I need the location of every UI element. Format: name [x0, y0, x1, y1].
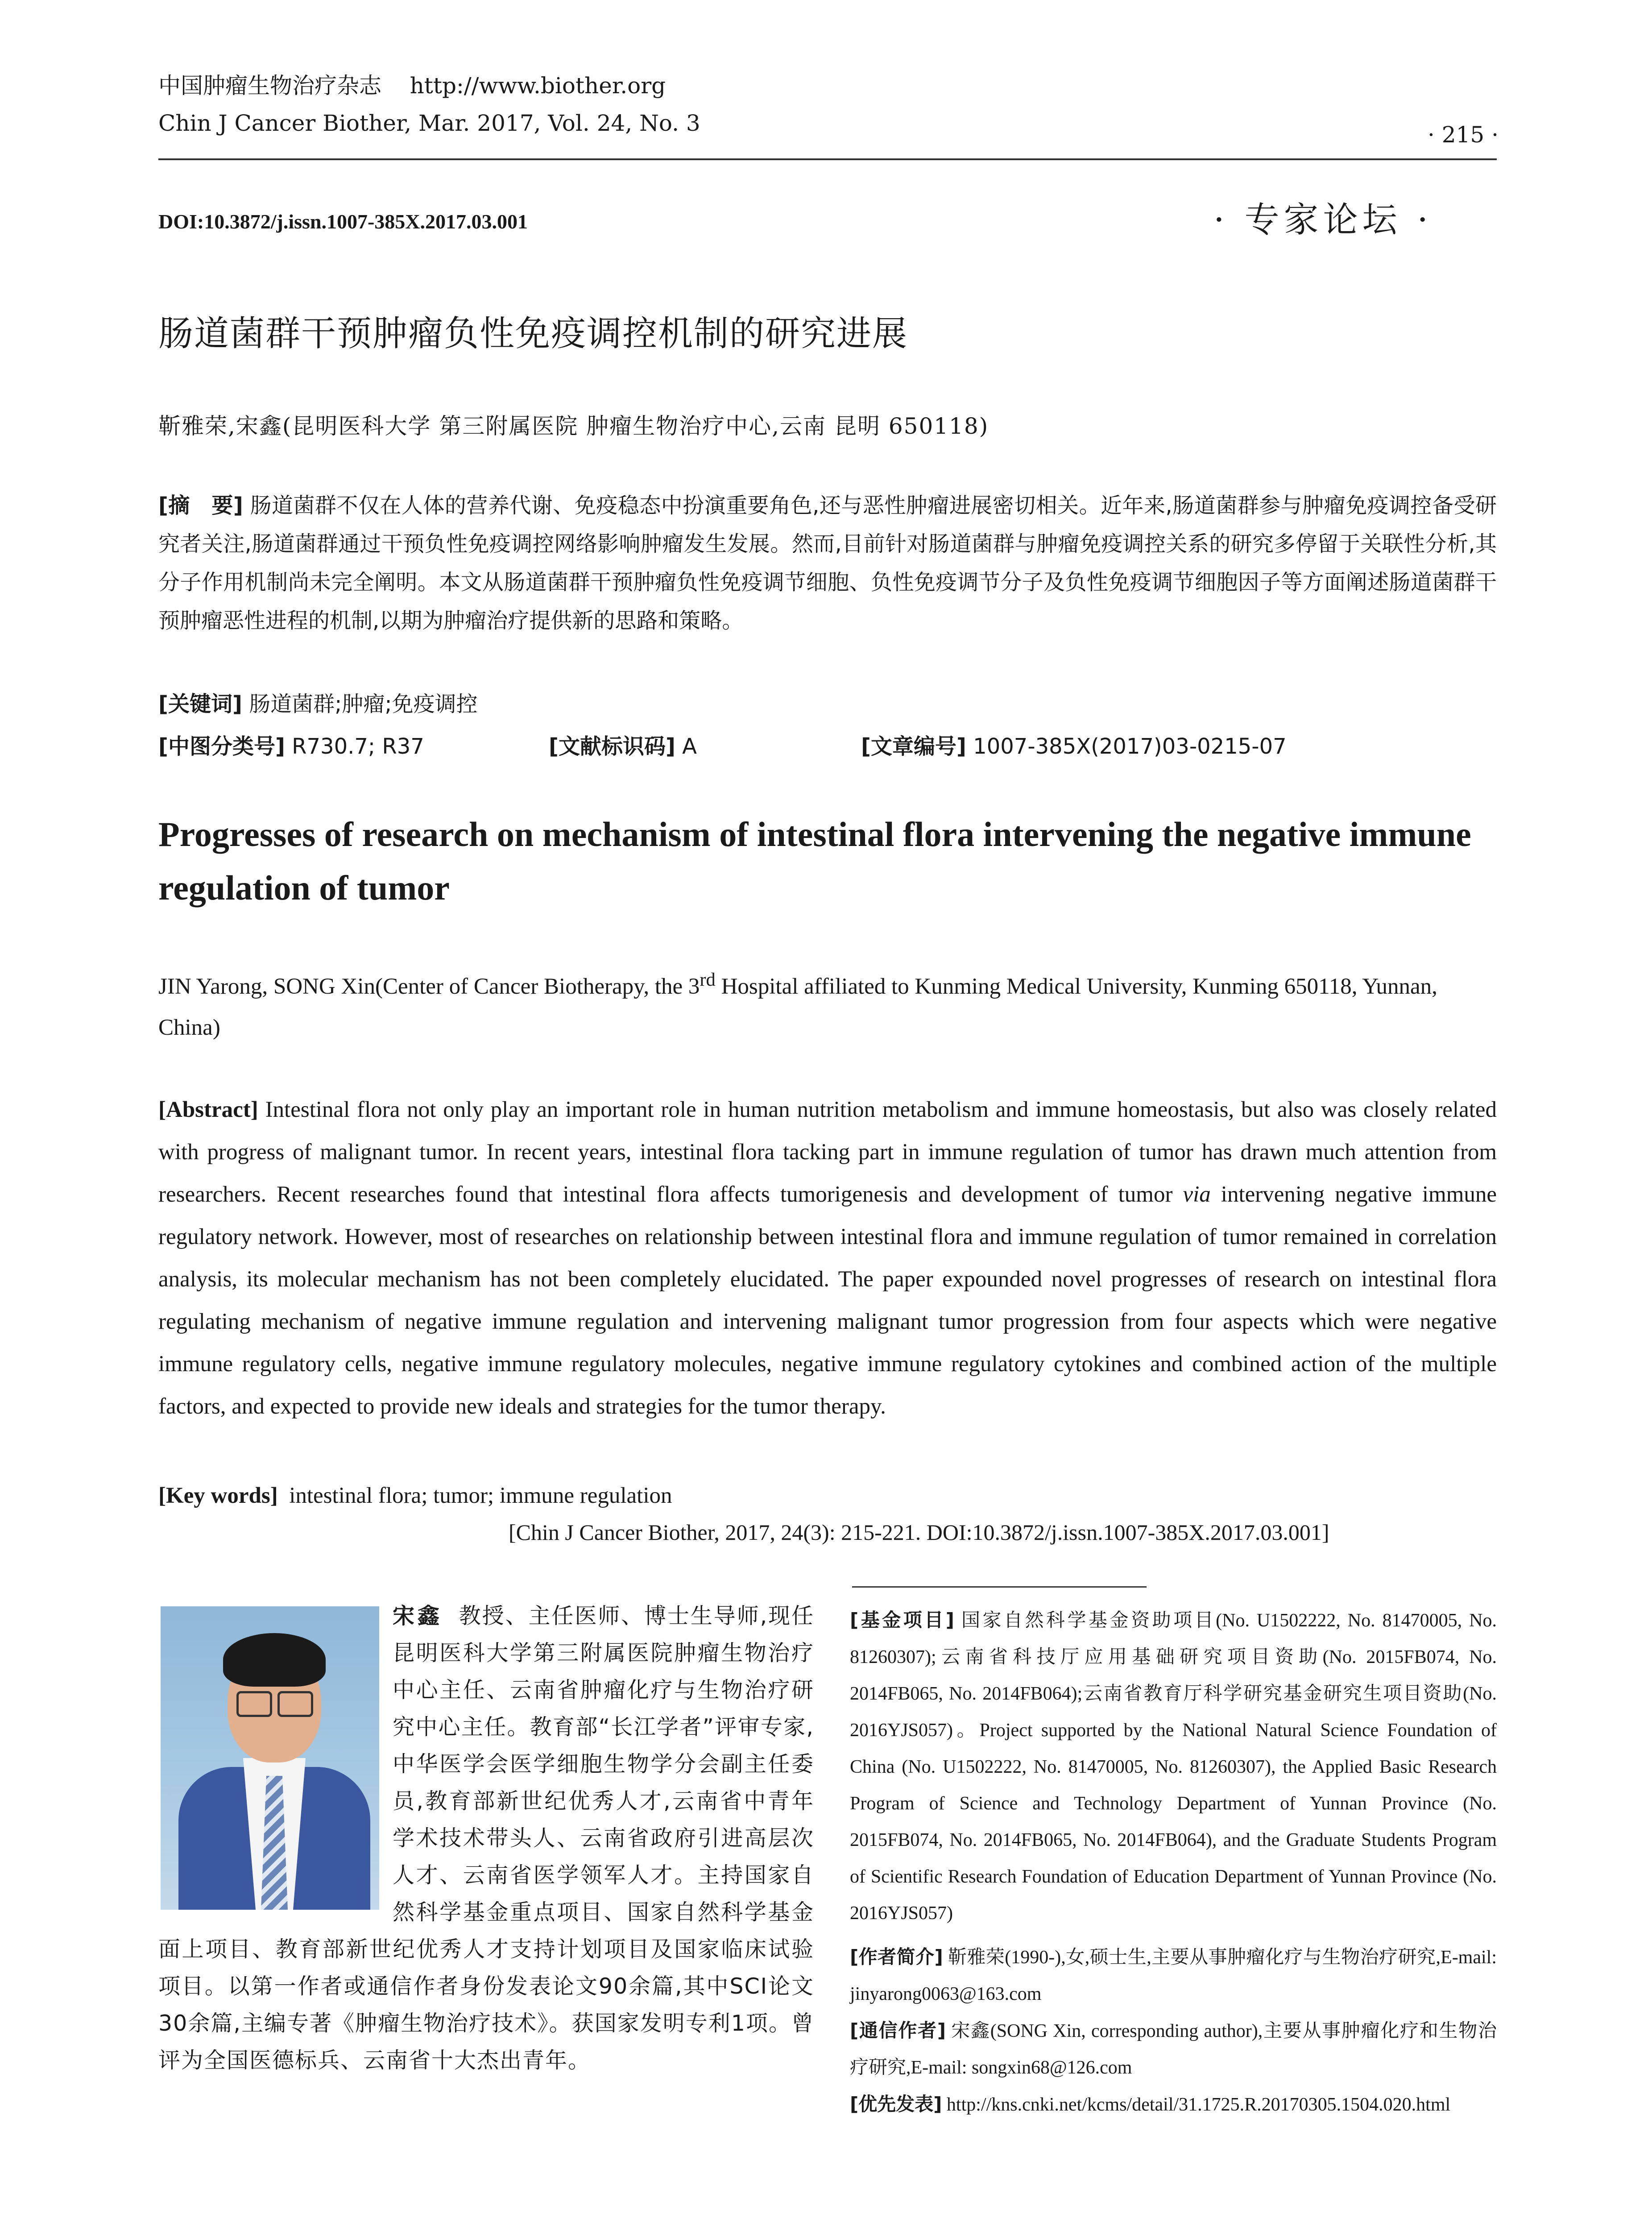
footnote-rule	[852, 1586, 1147, 1588]
author-bio	[158, 1597, 814, 2079]
page-number: · 215 ·	[1428, 122, 1499, 148]
section-label: · 专家论坛 ·	[1213, 200, 1433, 240]
running-header	[158, 67, 700, 142]
authors-en: JIN Yarong, SONG Xin(Center of Cancer Biotherapy, the 3rd Hospital affiliated to Kunming Medical University, Kunming 650118, Yunnan, China)	[158, 969, 1437, 1040]
priority-note: [优先发表] http://kns.cnki.net/kcms/detail/31.1725.R.20170305.1504.020.html	[850, 2093, 1451, 2115]
funding-note: [基金项目] 国家自然科学基金资助项目(No. U1502222, No. 81470005, No. 81260307);云南省科技厅应用基础研究项目资助(No. 2015FB074, No. 2014FB065, No. 2014FB064);云南省教育厅科学研究基金研究生项目资助(No. 2016YJS057)。Project supported by the National Natural Science Foundation of China (No. U1502222, No. 81470005, No. 81260307), the Applied Basic Research Program of Science and Technology Department of Yunnan Province (No. 2015FB074, No. 2014FB065, No. 2014FB064), and the Graduate Students Program of Scientific Research Foundation of Education Department of Yunnan Province (No. 2016YJS057)	[850, 1609, 1497, 1924]
priority-link[interactable]: http://kns.cnki.net/kcms/detail/31.1725.R.20170305.1504.020.html	[946, 2094, 1451, 2115]
author-intro-note: [作者简介] 靳雅荣(1990-),女,硕士生,主要从事肿瘤化疗与生物治疗研究,E-mail: jinyarong0063@163.com	[850, 1946, 1497, 2004]
header-rule	[158, 158, 1497, 160]
authors-cn: 靳雅荣,宋鑫(昆明医科大学 第三附属医院 肿瘤生物治疗中心,云南 昆明 650118)	[158, 413, 989, 439]
abstract-cn-label: [摘 要]	[158, 493, 243, 518]
journal-url[interactable]: http://www.biother.org	[410, 73, 666, 99]
abstract-en-label: [Abstract]	[158, 1097, 258, 1122]
corresponding-note: [通信作者] 宋鑫(SONG Xin, corresponding author),主要从事肿瘤化疗和生物治疗研究,E-mail: songxin68@126.com	[850, 2020, 1497, 2078]
article-title-en: Progresses of research on mechanism of intestinal flora intervening the negative immune regulation of tumor	[158, 815, 1471, 907]
abstract-cn	[158, 486, 1497, 640]
clc-number: [中图分类号] R730.7; R37	[158, 734, 424, 759]
doi: DOI:10.3872/j.issn.1007-385X.2017.03.001	[158, 210, 528, 233]
abstract-en: [Abstract] Intestinal flora not only play an important role in human nutrition metabolism and immune homeostasis, but also was closely related with progress of malignant tumor. In recent years, intestinal flora tacking part in immune regulation of tumor has drawn much attention from researchers. Recent researches found that intestinal flora affects tumorigenesis and development of tumor via intervening negative immune regulatory network. However, most of researches on relationship between intestinal flora and immune regulation of tumor remained in correlation analysis, its molecular mechanism has not been completely elucidated. The paper expounded novel progresses of research on intestinal flora regulating mechanism of negative immune regulation and intervening malignant tumor progression from four aspects which were negative immune regulatory cells, negative immune regulatory molecules, negative immune regulatory cytokines and combined action of the multiple factors, and expected to provide new ideals and strategies for the tumor therapy.	[158, 1097, 1497, 1419]
bio-text: 教授、主任医师、博士生导师,现任昆明医科大学第三附属医院肿瘤生物治疗中心主任、云南省肿瘤化疗与生物治疗研究中心主任。教育部“长江学者”评审专家,中华医学会医学细胞生物学分会副主任委员,教育部新世纪优秀人才,云南省中青年学术技术带头人、云南省政府引进高层次人才、云南省医学领军人才。主持国家自然科学基金重点项目、国家自然科学基金面上项目、教育部新世纪优秀人才支持计划项目及国家临床试验项目。以第一作者或通信作者身份发表论文90余篇,其中SCI论文30余篇,主编专著《肿瘤生物治疗技术》。获国家发明专利1项。曾评为全国医德标兵、云南省十大杰出青年。	[158, 1603, 814, 2073]
journal-name-en: Chin J Cancer Biother, Mar. 2017, Vol. 24, No. 3	[158, 110, 700, 136]
bio-name: 宋鑫	[393, 1603, 443, 1629]
abstract-cn-text: 肠道菌群不仅在人体的营养代谢、免疫稳态中扮演重要角色,还与恶性肿瘤进展密切相关。近年来,肠道菌群参与肿瘤免疫调控备受研究者关注,肠道菌群通过干预负性免疫调控网络影响肿瘤发生发展。然而,目前针对肠道菌群与肿瘤免疫调控关系的研究多停留于关联性分析,其分子作用机制尚未完全阐明。本文从肠道菌群干预肿瘤负性免疫调节细胞、负性免疫调节分子及负性免疫调节细胞因子等方面阐述肠道菌群干预肿瘤恶性进程的机制,以期为肿瘤治疗提供新的思路和策略。	[158, 493, 1497, 633]
document-code: [文献标识码] A	[549, 734, 697, 759]
journal-name-cn: 中国肿瘤生物治疗杂志	[158, 73, 381, 99]
keywords-cn: [关键词] 肠道菌群;肿瘤;免疫调控	[158, 692, 478, 717]
keywords-en: [Key words] intestinal flora; tumor; immune regulation	[158, 1483, 672, 1508]
citation: [Chin J Cancer Biother, 2017, 24(3): 215-221. DOI:10.3872/j.issn.1007-385X.2017.03.001]	[509, 1520, 1329, 1545]
article-number: [文章编号] 1007-385X(2017)03-0215-07	[861, 734, 1287, 759]
article-title-cn: 肠道菌群干预肿瘤负性免疫调控机制的研究进展	[158, 314, 908, 354]
